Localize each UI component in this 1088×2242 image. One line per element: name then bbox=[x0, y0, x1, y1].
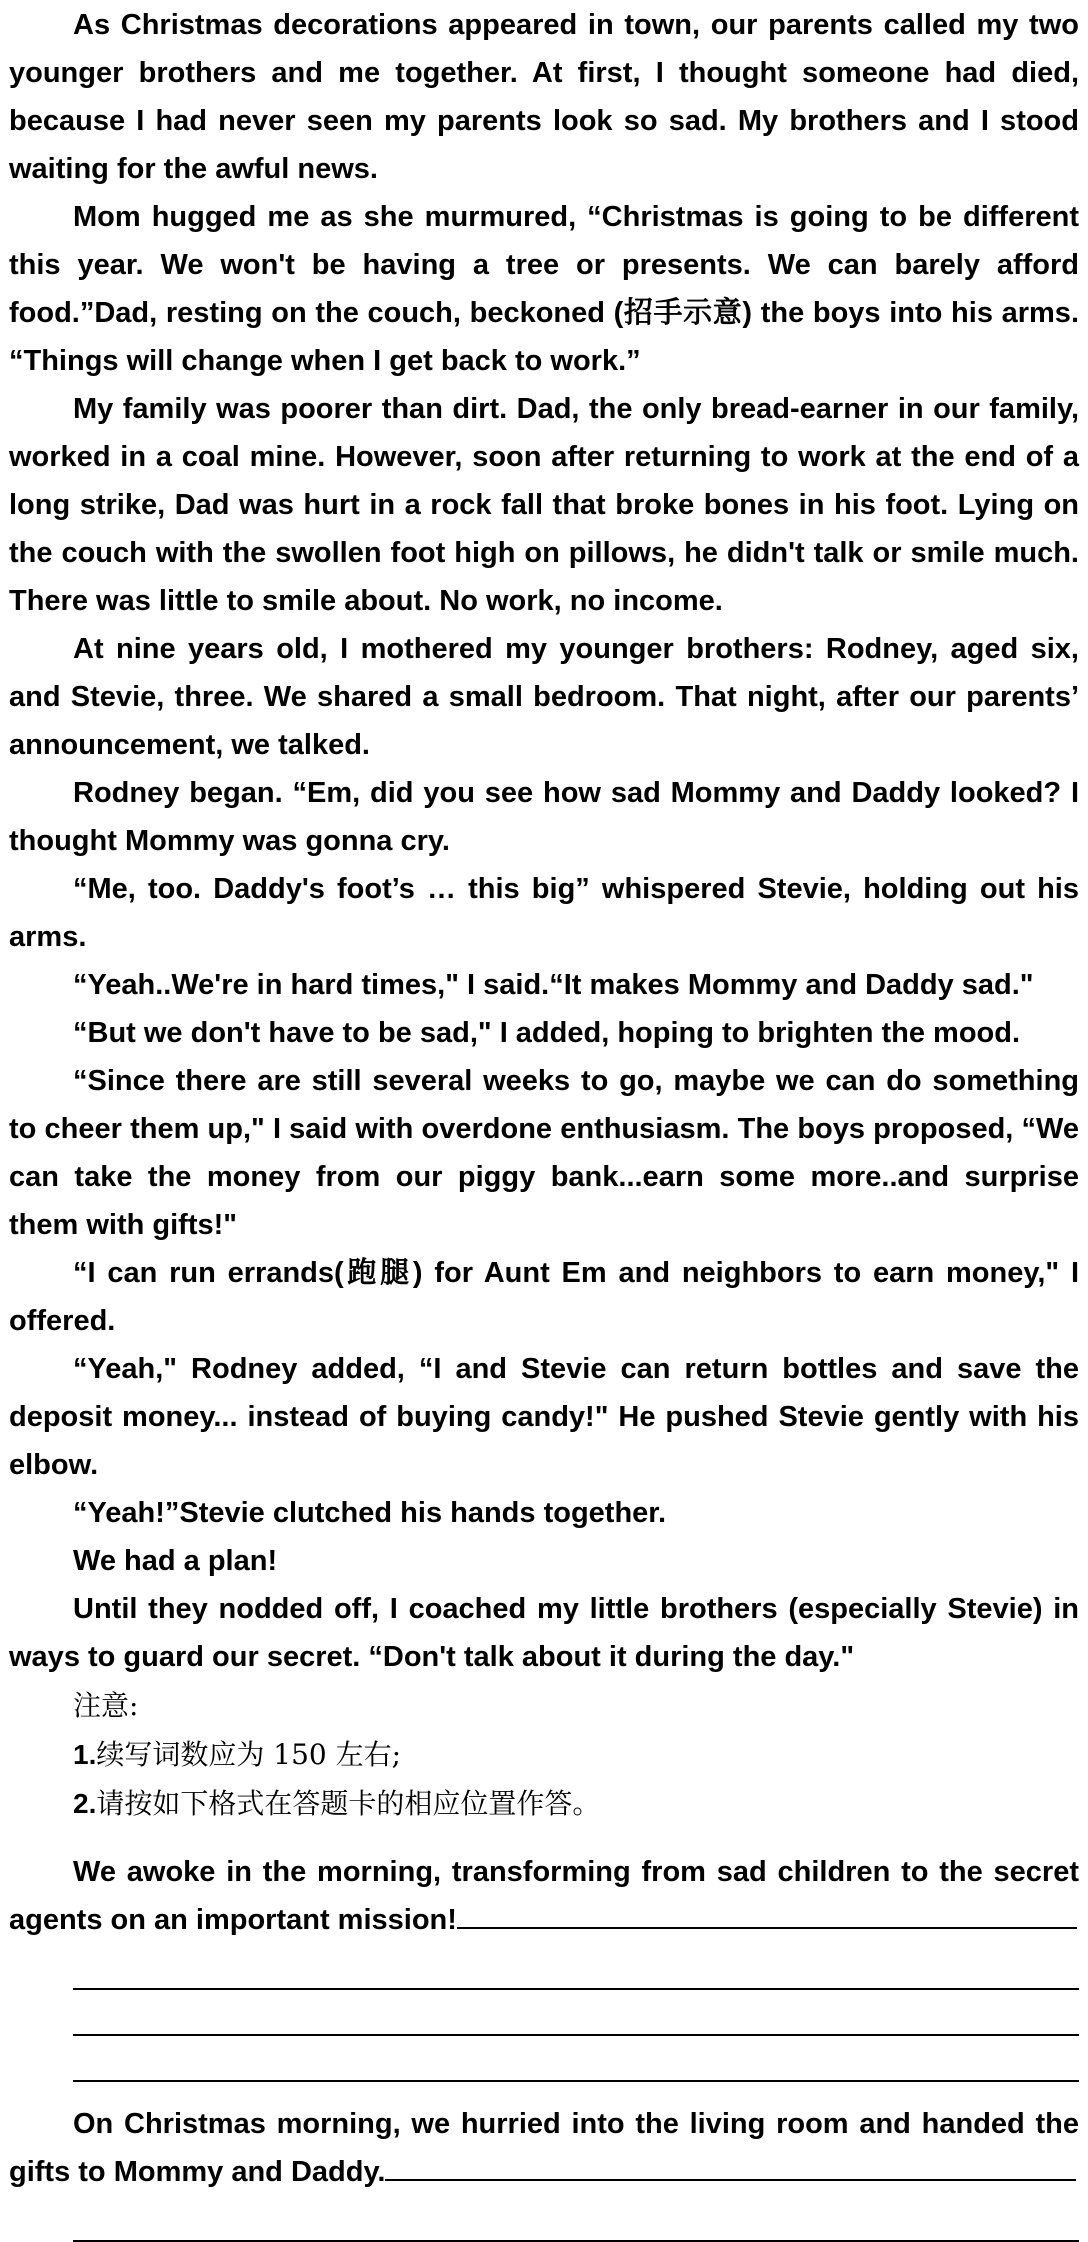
notes-item-1 bbox=[73, 1730, 1079, 1779]
notes-heading: 注意: bbox=[73, 1689, 139, 1722]
continuation-prompt-1 bbox=[9, 1848, 1079, 2082]
document-page bbox=[9, 0, 1079, 2242]
story-paragraph-1: As Christmas decorations appeared in town, our parents called my two younger brothers and me together. At first, I thought someone had died, because I had never seen my parents look so sad. My brothers and I stood waiting for the awful news. bbox=[9, 9, 1079, 185]
writing-line[interactable] bbox=[73, 2196, 1079, 2242]
story-paragraph-10: “I can run errands(跑腿) for Aunt Em and neighbors to earn money," I offered. bbox=[9, 1257, 1079, 1337]
story-paragraph-3: My family was poorer than dirt. Dad, the only bread-earner in our family, worked in a coal mine. However, soon after returning to work at the end of a long strike, Dad was hurt in a rock fall that broke bones in his foot. Lying on the couch with the swollen foot high on pillows, he didn't talk or smile much. There was little to smile about. No work, no income. bbox=[9, 393, 1079, 617]
notes-item-2 bbox=[73, 1779, 1079, 1828]
writing-line[interactable] bbox=[73, 2036, 1079, 2082]
notes-item-number: 2. bbox=[73, 1788, 97, 1819]
story-paragraph-8: “But we don't have to be sad," I added, hoping to brighten the mood. bbox=[73, 1017, 1021, 1049]
instructions-notes bbox=[9, 1681, 1079, 1828]
prompt-text: We awoke in the morning, transforming from sad children to the secret agents on an important mission! bbox=[9, 1856, 1079, 1936]
story-paragraph-2: Mom hugged me as she murmured, “Christmas is going to be different this year. We won't be having a tree or presents. We can barely afford food.”Dad, resting on the couch, beckoned (招手示意) the boys into his arms. “Things will change when I get back to work.” bbox=[9, 201, 1079, 377]
story-paragraph-7: “Yeah..We're in hard times," I said.“It makes Mommy and Daddy sad." bbox=[73, 969, 1034, 1001]
notes-item-text: 请按如下格式在答题卡的相应位置作答。 bbox=[96, 1787, 601, 1820]
notes-item-text: 续写词数应为 150 左右; bbox=[96, 1738, 402, 1771]
story-paragraph-6: “Me, too. Daddy's foot’s … this big” whispered Stevie, holding out his arms. bbox=[9, 873, 1079, 953]
writing-line[interactable] bbox=[73, 1944, 1079, 1990]
story-paragraph-14: Until they nodded off, I coached my little brothers (especially Stevie) in ways to guard our secret. “Don't talk about it during the day." bbox=[9, 1593, 1079, 1673]
story-paragraph-4: At nine years old, I mothered my younger brothers: Rodney, aged six, and Stevie, three. We shared a small bedroom. That night, after our parents’ announcement, we talked. bbox=[9, 633, 1079, 761]
notes-item-number: 1. bbox=[73, 1739, 97, 1770]
writing-line[interactable] bbox=[457, 1921, 1077, 1929]
writing-line[interactable] bbox=[385, 2173, 1076, 2181]
story-paragraph-12: “Yeah!”Stevie clutched his hands together. bbox=[73, 1497, 667, 1529]
story-paragraph-13: We had a plan! bbox=[73, 1545, 278, 1577]
prompt-text: On Christmas morning, we hurried into the living room and handed the gifts to Mommy and Daddy. bbox=[9, 2108, 1079, 2188]
story-paragraph-11: “Yeah," Rodney added, “I and Stevie can return bottles and save the deposit money... instead of buying candy!" He pushed Stevie gently with his elbow. bbox=[9, 1353, 1079, 1481]
writing-line[interactable] bbox=[73, 1990, 1079, 2036]
story-paragraph-5: Rodney began. “Em, did you see how sad Mommy and Daddy looked? I thought Mommy was gonna cry. bbox=[9, 777, 1079, 857]
continuation-prompt-2 bbox=[9, 2100, 1079, 2242]
story-paragraph-9: “Since there are still several weeks to go, maybe we can do something to cheer them up," I said with overdone enthusiasm. The boys proposed, “We can take the money from our piggy bank...earn some more..and surprise them with gifts!" bbox=[9, 1065, 1079, 1241]
